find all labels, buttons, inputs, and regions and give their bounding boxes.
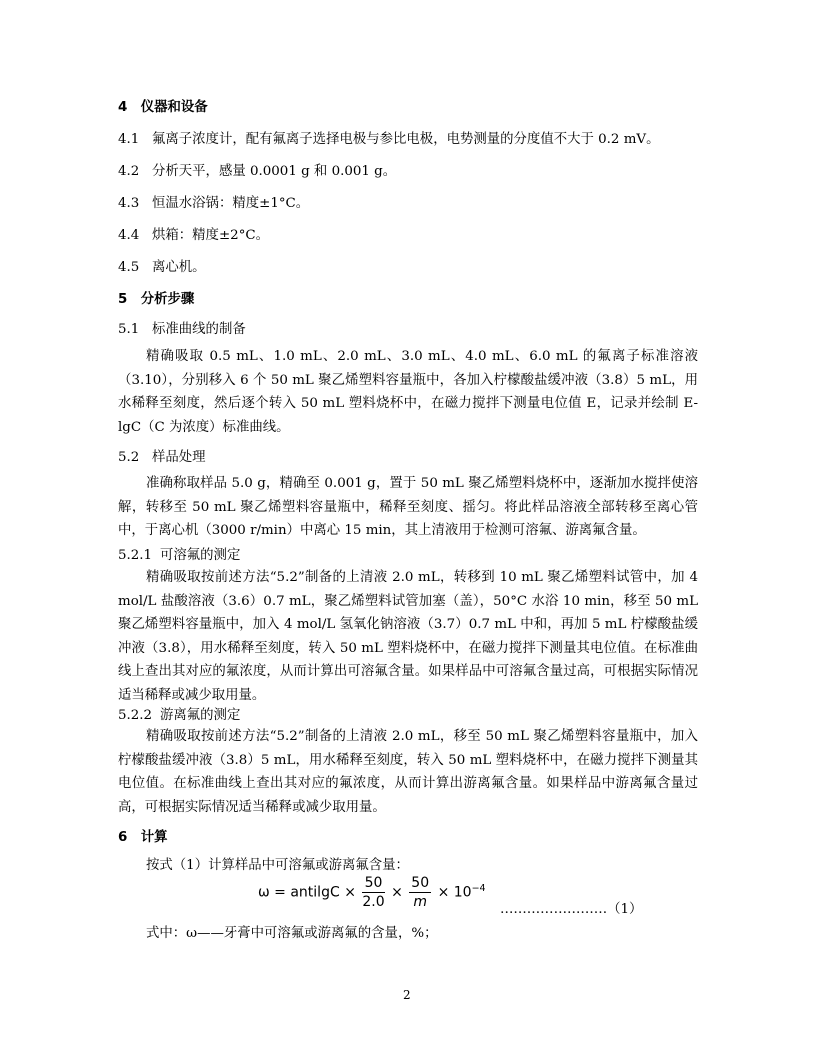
section-5-heading: 5 分析步骤 bbox=[118, 292, 195, 307]
item-4-1 bbox=[118, 128, 659, 147]
fraction-2-denominator: m bbox=[413, 894, 428, 910]
fraction-1-denominator: 2.0 bbox=[362, 894, 385, 910]
subsection-number: 5.2.2 bbox=[118, 708, 153, 723]
subsection-5-1-heading bbox=[118, 318, 246, 337]
item-4-5 bbox=[118, 256, 206, 275]
item-number: 4.1 bbox=[118, 132, 140, 147]
item-text: 恒温水浴锅：精度±1°C。 bbox=[152, 196, 310, 211]
fraction-2 bbox=[409, 875, 431, 910]
fraction-2-numerator: 50 bbox=[411, 875, 430, 891]
paragraph-5-2: 准确称取样品 5.0 g，精确至 0.001 g，置于 50 mL 聚乙烯塑料烧杯中，逐渐加水搅拌使溶解，转移至 50 mL 聚乙烯塑料容量瓶中，稀释至刻度、摇匀。将此样品溶液全部转移至离心管中，于离心机（3000 r/min）中离心 15 min，其上清液用于检测可溶氟、游离氟含量。 bbox=[118, 476, 698, 538]
subsection-title: 标准曲线的制备 bbox=[152, 322, 246, 337]
formula-intro: 按式（1）计算样品中可溶氟或游离氟含量： bbox=[146, 858, 409, 873]
subsection-5-2-1-heading bbox=[118, 544, 240, 563]
paragraph-5-2-2: 精确吸取按前述方法“5.2”制备的上清液 2.0 mL，移至 50 mL 聚乙烯塑料容量瓶中，加入柠檬酸盐缓冲液（3.8）5 mL，用水稀释至刻度，转入 50 mL 塑料烧杯中，在磁力搅拌下测量其电位值。在标准曲线上查出其对应的氟浓度，从而计算出游离氟含量。如果样品中游离氟含量过高，可根据实际情况适当稀释或减少取用量。 bbox=[118, 729, 698, 815]
subsection-title: 可溶氟的测定 bbox=[160, 548, 241, 563]
equation-label: ……………………（1） bbox=[500, 902, 643, 917]
item-4-2 bbox=[118, 160, 396, 179]
item-text: 离心机。 bbox=[152, 260, 206, 275]
fraction-1-numerator: 50 bbox=[362, 875, 384, 893]
paragraph-5-2-1: 精确吸取按前述方法“5.2”制备的上清液 2.0 mL，转移到 10 mL 聚乙烯塑料试管中，加 4 mol/L 盐酸溶液（3.6）0.7 mL，聚乙烯塑料试管加塞（盖），50°C 水浴 10 min，移至 50 mL 聚乙烯塑料容量瓶中，加入 4 mol/L 氢氧化钠溶液（3.7）0.7 mL 中和，再加 5 mL 柠檬酸盐缓冲液（3.8），用水稀释至刻度，转入 50 mL 塑料烧杯中，在磁力搅拌下测量其电位值。在标准曲线上查出其对应的氟浓度，从而计算出可溶氟含量。如果样品中可溶氟含量过高，可根据实际情况适当稀释或减少取用量。 bbox=[118, 570, 698, 703]
subsection-5-2-heading bbox=[118, 446, 206, 465]
item-number: 4.2 bbox=[118, 164, 140, 179]
formula-lhs: ω = antilgC × bbox=[258, 884, 356, 901]
subsection-number: 5.2.1 bbox=[118, 548, 153, 563]
item-number: 4.3 bbox=[118, 196, 140, 211]
formula-1 bbox=[258, 875, 486, 925]
section-4-heading: 4 仪器和设备 bbox=[118, 100, 208, 115]
subsection-number: 5.2 bbox=[118, 450, 140, 465]
item-text: 烘箱：精度±2°C。 bbox=[152, 228, 270, 243]
subsection-title: 游离氟的测定 bbox=[160, 708, 241, 723]
item-4-3 bbox=[118, 192, 309, 211]
subsection-5-2-2-heading bbox=[118, 704, 240, 723]
formula-where: 式中：ω——牙膏中可溶氟或游离氟的含量，%； bbox=[146, 926, 438, 941]
section-6-heading: 6 计算 bbox=[118, 830, 168, 845]
page-number: 2 bbox=[403, 988, 411, 1002]
item-text: 分析天平，感量 0.0001 g 和 0.001 g。 bbox=[152, 164, 397, 179]
times-sign: × bbox=[391, 884, 403, 901]
item-number: 4.5 bbox=[118, 260, 140, 275]
item-text: 氟离子浓度计，配有氟离子选择电极与参比电极，电势测量的分度值不大于 0.2 mV。 bbox=[152, 132, 660, 147]
item-number: 4.4 bbox=[118, 228, 140, 243]
item-4-4 bbox=[118, 224, 269, 243]
paragraph-5-1: 精确吸取 0.5 mL、1.0 mL、2.0 mL、3.0 mL、4.0 mL、6.0 mL 的氟离子标准溶液（3.10），分别移入 6 个 50 mL 聚乙烯塑料容量瓶中，各加入柠檬酸盐缓冲液（3.8）5 mL，用水稀释至刻度，然后逐个转入 50 mL 塑料烧杯中，在磁力搅拌下测量电位值 E，记录并绘制 E-lgC（C 为浓度）标准曲线。 bbox=[118, 349, 698, 435]
subsection-title: 样品处理 bbox=[152, 450, 206, 465]
fraction-1 bbox=[362, 875, 384, 910]
formula-tail: × 10 bbox=[437, 884, 472, 901]
formula-exponent: −4 bbox=[471, 882, 486, 894]
subsection-number: 5.1 bbox=[118, 322, 140, 337]
